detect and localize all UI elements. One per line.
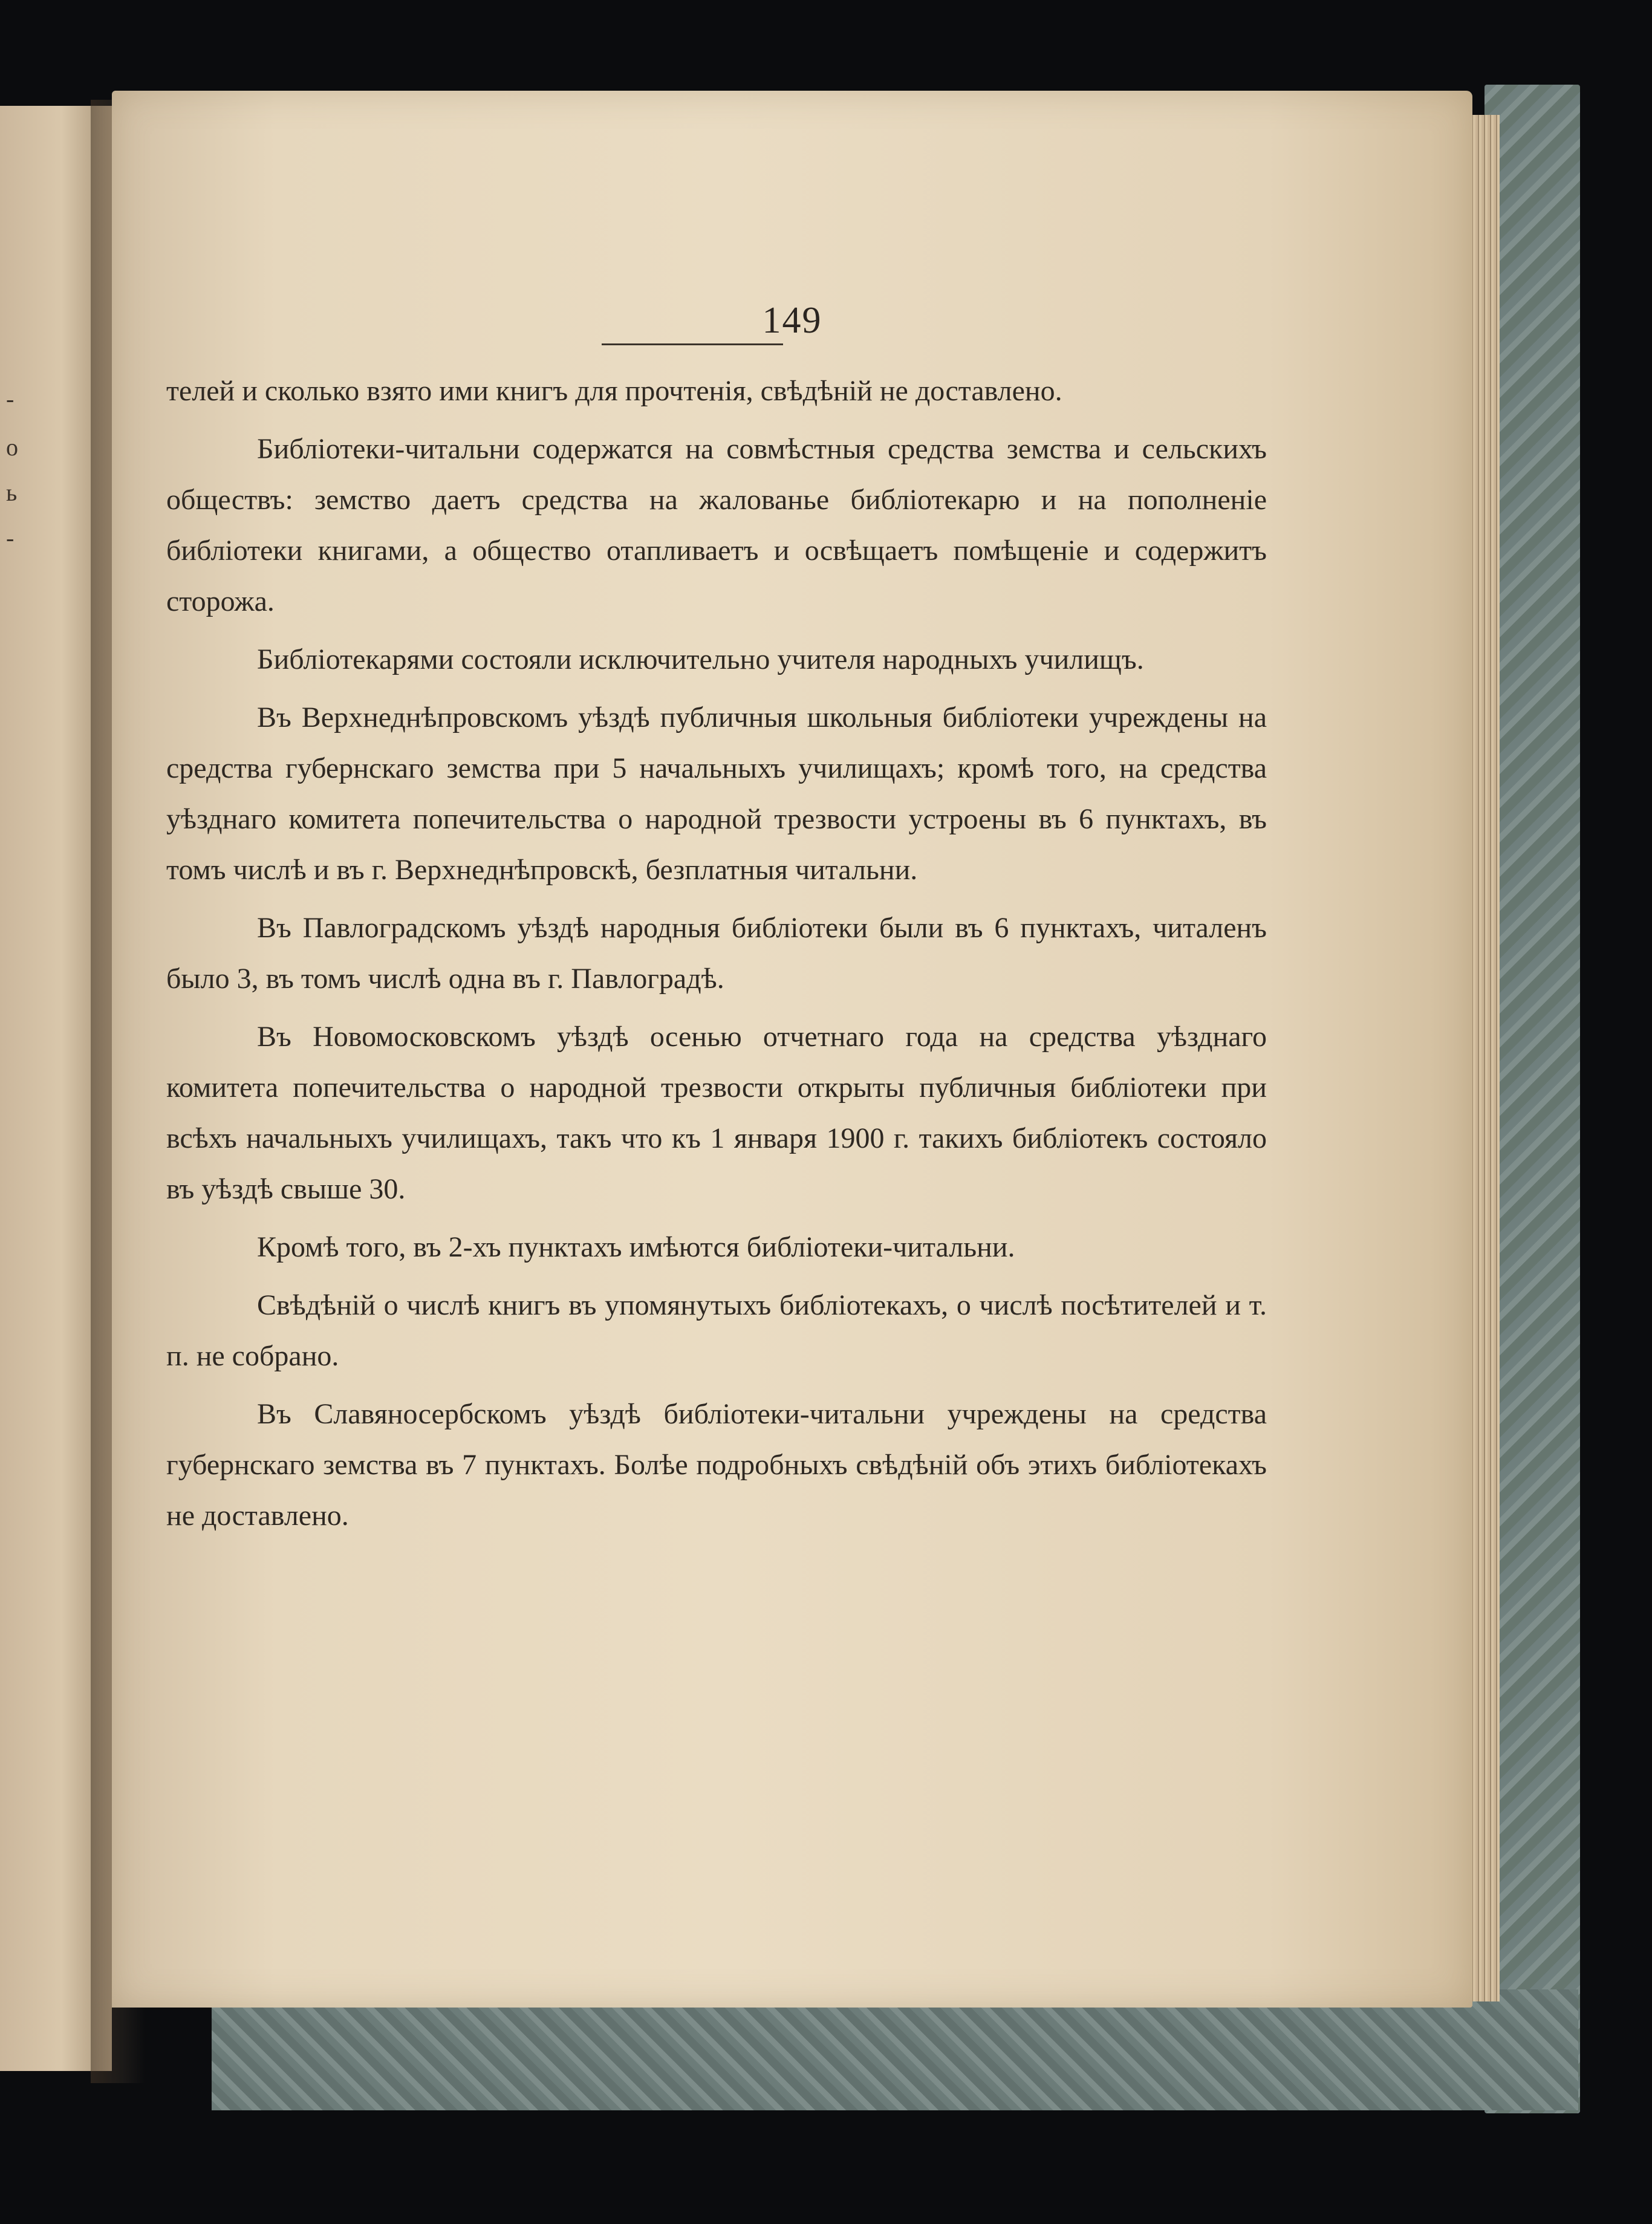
facing-page-fragment: о xyxy=(6,434,18,461)
page-body xyxy=(166,366,1267,1549)
book-page xyxy=(112,91,1472,2008)
binding-board-bottom xyxy=(212,1989,1578,2110)
page-number-rule xyxy=(602,343,783,345)
paragraph: Въ Верхнеднѣпровскомъ уѣздѣ публичныя школьныя библіотеки учреждены на средства губернскаго земства при 5 начальныхъ училищахъ; кромѣ того, на средства уѣзднаго комитета попечительства о народной трезвости устроены въ 6 пунктахъ, въ томъ числѣ и въ г. Верхнеднѣпровскѣ, безплатныя читальни. xyxy=(166,701,1267,886)
paragraph: Кромѣ того, въ 2-хъ пунктахъ имѣются библіотеки-читальни. xyxy=(257,1231,1015,1263)
paragraph: Въ Славяносербскомъ уѣздѣ библіотеки-читальни учреждены на средства губернскаго земства въ 7 пунктахъ. Болѣе подробныхъ свѣдѣній объ этихъ библіотекахъ не доставлено. xyxy=(166,1398,1267,1532)
paragraph: Въ Павлоградскомъ уѣздѣ народныя библіотеки были въ 6 пунктахъ, читаленъ было 3, въ томъ числѣ одна въ г. Павлоградѣ. xyxy=(166,912,1267,995)
facing-page-fragment: ь xyxy=(6,479,18,506)
paragraph: телей и сколько взято ими книгъ для прочтенія, свѣдѣній не доставлено. xyxy=(166,375,1062,407)
page-number: 149 xyxy=(762,300,822,341)
paragraph: Библіотеки-читальни содержатся на совмѣстныя средства земства и сельскихъ обществъ: земство даетъ средства на жалованье библіотекарю и на пополненіе библіотеки книгами, а общество отапливаетъ и освѣщаетъ помѣщеніе и содержитъ сторожа. xyxy=(166,433,1267,617)
paragraph: Библіотекарями состояли исключительно учителя народныхъ училищъ. xyxy=(257,643,1144,675)
facing-page-fragment: - xyxy=(6,385,15,412)
facing-page-fragment: - xyxy=(6,524,15,551)
paragraph: Свѣдѣній о числѣ книгъ въ упомянутыхъ библіотекахъ, о числѣ посѣтителей и т. п. не собрано. xyxy=(166,1289,1267,1372)
paragraph: Въ Новомосковскомъ уѣздѣ осенью отчетнаго года на средства уѣзднаго комитета попечительства о народной трезвости открыты публичныя библіотеки при всѣхъ начальныхъ училищахъ, такъ что къ 1 января 1900 г. такихъ библіотекъ состояло въ уѣздѣ свыше 30. xyxy=(166,1021,1267,1205)
